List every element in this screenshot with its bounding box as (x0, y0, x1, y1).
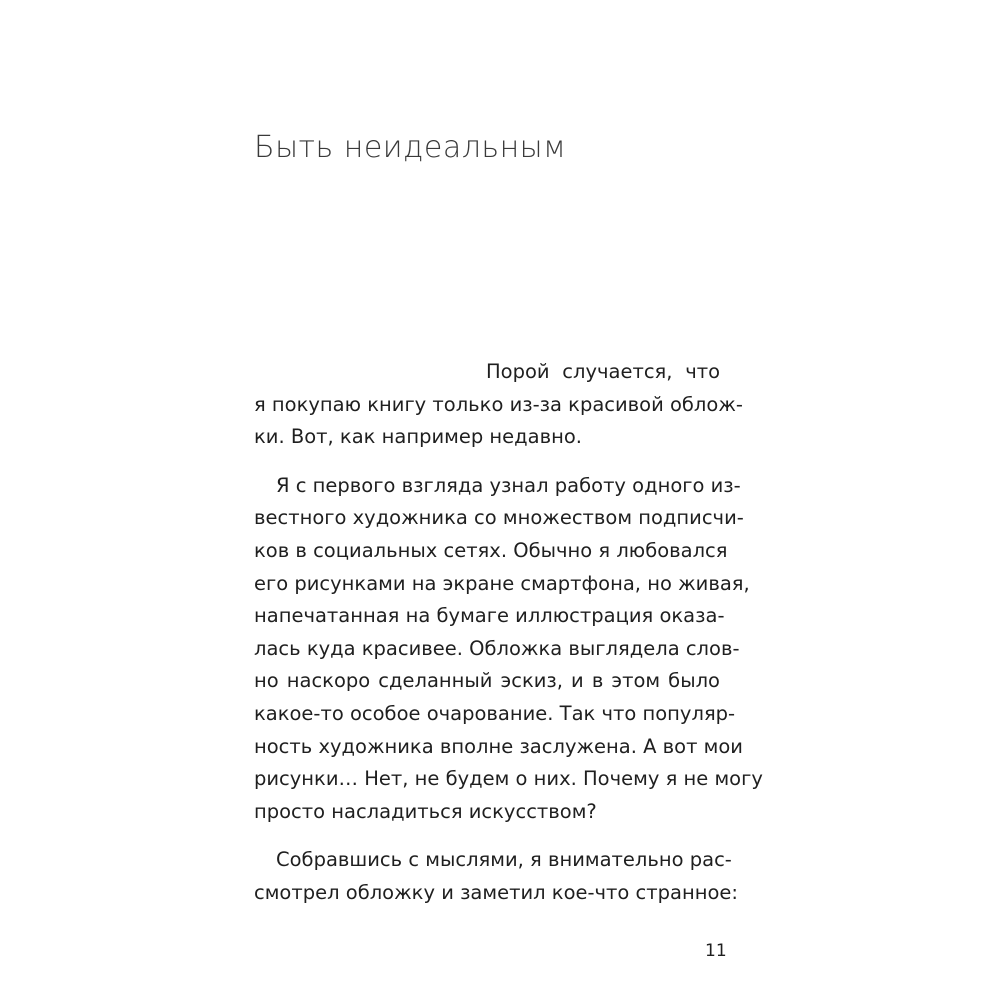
text-line: ность художника вполне заслужена. А вот мои (254, 734, 743, 758)
text-line: напечатанная на бумаге иллюстрация оказа- (254, 604, 725, 628)
text-line: смотрел обложку и заметил кое-что странное: (254, 880, 738, 904)
text-line: рисунки… Нет, не будем о них. Почему я не могу (254, 767, 763, 791)
page-number: 11 (705, 941, 727, 961)
text-line: просто насладиться искусством? (254, 799, 597, 823)
text-line: ки. Вот, как например недавно. (254, 425, 582, 449)
text-line: Я с первого взгляда узнал работу одного из- (276, 473, 741, 497)
paragraph-1 (254, 356, 743, 454)
text-line: какое-то особое очарование. Так что популяр- (254, 701, 736, 725)
text-line: но наскоро сделанный эскиз, и в этом было (254, 669, 720, 693)
text-line: вестного художника со множеством подписчи- (254, 506, 744, 530)
text-line: Порой случается, что (486, 360, 720, 383)
paragraph-2 (254, 470, 763, 829)
text-line: его рисунками на экране смартфона, но живая, (254, 571, 750, 595)
chapter-title: Быть неидеальным (254, 130, 567, 165)
text-line: я покупаю книгу только из-за красивой облож- (254, 392, 743, 416)
paragraph-3 (254, 844, 738, 909)
text-line: лась куда красивее. Обложка выглядела слов- (254, 636, 740, 660)
text-line: ков в социальных сетях. Обычно я любовался (254, 538, 728, 562)
text-line: Собравшись с мыслями, я внимательно рас- (276, 848, 732, 872)
body-text (254, 356, 763, 910)
